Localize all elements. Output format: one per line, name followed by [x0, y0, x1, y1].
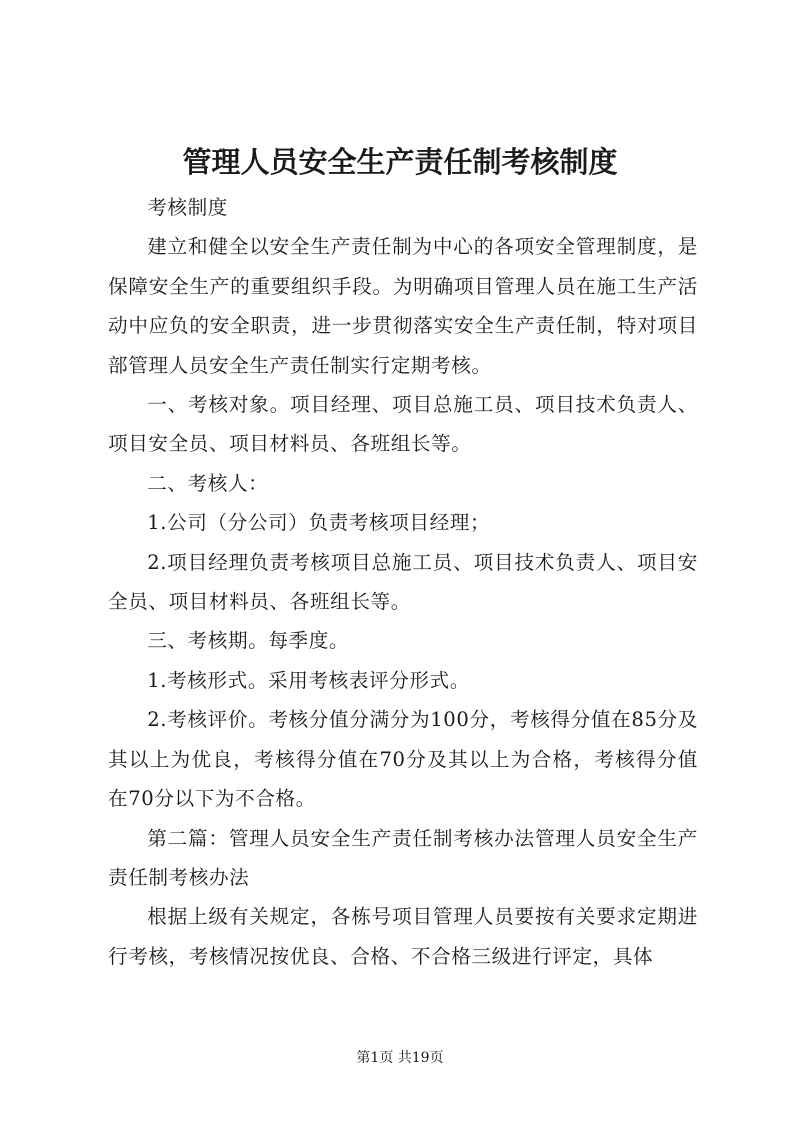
paragraph-section-1: 一、考核对象。项目经理、项目总施工员、项目技术负责人、项目安全员、项目材料员、各班组长等。	[108, 393, 698, 456]
page-indicator: 第1页 共19页	[356, 1050, 444, 1066]
document-body	[108, 188, 698, 976]
paragraph-part-2-heading: 第二篇：管理人员安全生产责任制考核办法管理人员安全生产责任制考核办法	[108, 826, 698, 889]
paragraph-item-3-2: 2.考核评价。考核分值分满分为100分，考核得分值在85分及其以上为优良，考核得分值在70分及其以上为合格，考核得分值在70分以下为不合格。	[108, 708, 698, 811]
paragraph-item-3-1: 1.考核形式。采用考核表评分形式。	[147, 668, 470, 692]
paragraph-intro: 建立和健全以安全生产责任制为中心的各项安全管理制度，是保障安全生产的重要组织手段。为明确项目管理人员在施工生产活动中应负的安全职责，进一步贯彻落实安全生产责任制，特对项目部管理人员安全生产责任制实行定期考核。	[108, 235, 698, 377]
paragraph-item-2-1: 1.公司（分公司）负责考核项目经理；	[147, 511, 491, 535]
paragraph-part-2-body: 根据上级有关规定，各栋号项目管理人员要按有关要求定期进行考核，考核情况按优良、合格、不合格三级进行评定，具体	[108, 905, 698, 968]
paragraph-section-3: 三、考核期。每季度。	[147, 629, 350, 653]
paragraph-item-2-2: 2.项目经理负责考核项目总施工员、项目技术负责人、项目安全员、项目材料员、各班组长等。	[108, 550, 698, 614]
paragraph-section-2: 二、考核人：	[147, 471, 269, 495]
paragraph-heading: 考核制度	[147, 196, 228, 219]
document-title: 管理人员安全生产责任制考核制度	[182, 145, 618, 179]
